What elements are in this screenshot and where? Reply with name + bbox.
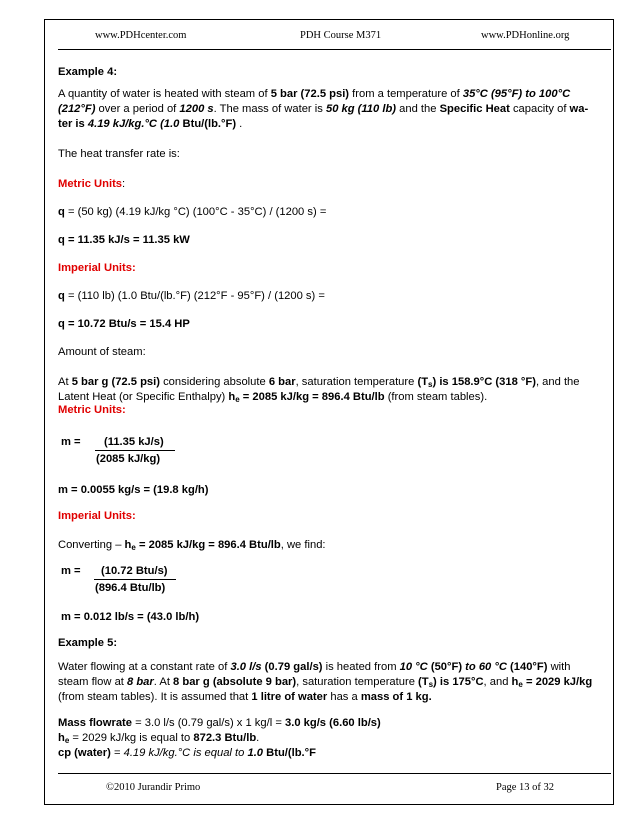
text: e <box>518 680 523 689</box>
m-imperial-result: m = 0.012 lb/s = (43.0 lb/h) <box>61 611 200 623</box>
header-course-title: PDH Course M371 <box>300 30 382 41</box>
footer-divider <box>58 773 611 774</box>
fraction-bar <box>94 579 176 580</box>
text: = 2029 kJ/kg <box>522 676 593 688</box>
fraction-numerator: (11.35 kJ/s) <box>104 436 164 448</box>
header-divider <box>58 49 611 50</box>
text: q <box>58 206 65 218</box>
text: 872.3 Btu/lb <box>193 732 257 744</box>
text: from a temperature of <box>349 88 463 100</box>
text: . The mass of water is <box>213 103 326 115</box>
text: = 3.0 l/s (0.79 gal/s) x 1 kg/l = <box>132 717 285 729</box>
text: s <box>428 680 434 689</box>
text: h <box>228 391 236 403</box>
text: 6 bar <box>268 376 296 388</box>
text: = (110 lb) (1.0 Btu/(lb.°F) (212°F - 95°F) / (1200 s) = <box>64 290 325 302</box>
cp-line <box>58 746 611 761</box>
text: = 2029 kJ/kg is equal to <box>69 732 194 744</box>
text: . <box>256 732 260 744</box>
text: Metric Units <box>58 178 123 190</box>
text: has a <box>327 691 361 703</box>
metric-q-result: q = 11.35 kJ/s = 11.35 kW <box>58 234 190 246</box>
text: (from steam tables). It is assumed that <box>58 691 252 703</box>
text: (212°F) <box>58 103 96 115</box>
m-label: m = <box>61 565 81 577</box>
text: Water flowing at a constant rate of <box>58 661 231 673</box>
converting-line <box>58 538 611 553</box>
text: = <box>110 747 124 759</box>
text: cp (water) <box>58 747 111 759</box>
example4-intro <box>58 87 611 132</box>
footer-page-number: Page 13 of 32 <box>496 782 555 793</box>
header-left-url: www.PDHcenter.com <box>95 30 187 41</box>
text: Latent Heat (or Specific Enthalpy) <box>58 391 229 403</box>
text: 5 bar (72.5 psi) <box>270 88 350 100</box>
text: , we find: <box>280 539 326 551</box>
text: (140°F) <box>506 661 548 673</box>
text: 3.0 kg/s (6.60 lb/s) <box>284 717 381 729</box>
text: 4.19 kJ/kg.°C (1.0 <box>87 118 180 130</box>
text: h <box>124 539 132 551</box>
text: 1.0 <box>247 747 264 759</box>
imperial-q-result: q = 10.72 Btu/s = 15.4 HP <box>58 318 190 330</box>
text: h <box>511 676 519 688</box>
text: . At <box>153 676 174 688</box>
text: : <box>122 178 126 190</box>
text: over a period of <box>95 103 180 115</box>
text: , saturation temperature <box>296 676 419 688</box>
text: and the <box>396 103 440 115</box>
text: 8 bar <box>127 676 154 688</box>
text: 1 litre of water <box>251 691 328 703</box>
text: mass of 1 kg. <box>360 691 432 703</box>
text: 1200 s <box>179 103 214 115</box>
text: considering absolute <box>159 376 269 388</box>
text: Mass flowrate <box>58 717 132 729</box>
text: capacity of <box>509 103 570 115</box>
text: steam flow at <box>58 676 128 688</box>
text: 50 kg (110 lb) <box>325 103 397 115</box>
text: Btu/(lb.°F <box>263 747 316 759</box>
text: (50°F) <box>427 661 466 673</box>
text: Converting – <box>58 539 125 551</box>
text: 35°C (95°F) to 100°C <box>462 88 571 100</box>
text: is heated from <box>322 661 400 673</box>
imperial-q-equation <box>58 289 611 304</box>
enthalpy-line <box>58 731 611 746</box>
example5-intro <box>58 660 611 705</box>
text: 3.0 l/s <box>230 661 262 673</box>
metric-q-equation <box>58 205 611 220</box>
text: (0.79 gal/s) <box>261 661 323 673</box>
text: q <box>58 290 65 302</box>
text: to 60 °C <box>465 661 507 673</box>
text: 5 bar g (72.5 psi) <box>71 376 160 388</box>
text: s <box>428 380 433 389</box>
example5-title: Example 5: <box>58 637 118 649</box>
footer-copyright: ©2010 Jurandir Primo <box>106 782 201 793</box>
steam-paragraph <box>58 375 611 405</box>
text: e <box>64 736 70 745</box>
imperial-units-label-2: Imperial Units: <box>58 510 136 522</box>
fraction-denominator: (2085 kJ/kg) <box>96 453 161 465</box>
text: wa- <box>569 103 589 115</box>
metric-units-label <box>58 177 611 192</box>
text: (T <box>417 376 429 388</box>
text: e <box>131 543 136 552</box>
text: , and <box>483 676 512 688</box>
text: = 2085 kJ/kg = 896.4 Btu/lb <box>135 539 281 551</box>
text: (from steam tables). <box>384 391 488 403</box>
text: (T <box>418 676 429 688</box>
text: At <box>58 376 72 388</box>
header-right-url: www.PDHonline.org <box>481 30 570 41</box>
text: Specific Heat <box>439 103 510 115</box>
rate-intro: The heat transfer rate is: <box>58 148 180 160</box>
text: = (50 kg) (4.19 kJ/kg °C) (100°C - 35°C) / (1200 s) = <box>64 206 327 218</box>
text: A quantity of water is heated with steam of <box>58 88 271 100</box>
text: Btu/(lb.°F) <box>179 118 237 130</box>
m-metric-result: m = 0.0055 kg/s = (19.8 kg/h) <box>58 484 209 496</box>
text: ) is 175°C <box>433 676 484 688</box>
text: h <box>58 732 65 744</box>
text: 8 bar g (absolute 9 bar) <box>173 676 297 688</box>
example4-title: Example 4: <box>58 66 118 78</box>
metric-units-label-2: Metric Units: <box>58 404 126 416</box>
text: 4.19 kJ/kg.°C is equal to <box>123 747 248 759</box>
text: = 2085 kJ/kg = 896.4 Btu/lb <box>239 391 385 403</box>
text: ) is 158.9°C (318 °F) <box>432 376 536 388</box>
text: . <box>236 118 243 130</box>
fraction-bar <box>95 450 175 451</box>
steam-intro: Amount of steam: <box>58 346 146 358</box>
imperial-units-label: Imperial Units: <box>58 262 136 274</box>
text: e <box>235 395 240 404</box>
text: , saturation temperature <box>295 376 418 388</box>
text: with <box>547 661 571 673</box>
mass-flowrate-line <box>58 716 611 731</box>
m-label: m = <box>61 436 81 448</box>
text: ter is <box>58 118 88 130</box>
fraction-numerator: (10.72 Btu/s) <box>101 565 168 577</box>
text: , and the <box>535 376 580 388</box>
text: 10 °C <box>399 661 428 673</box>
fraction-denominator: (896.4 Btu/lb) <box>95 582 166 594</box>
